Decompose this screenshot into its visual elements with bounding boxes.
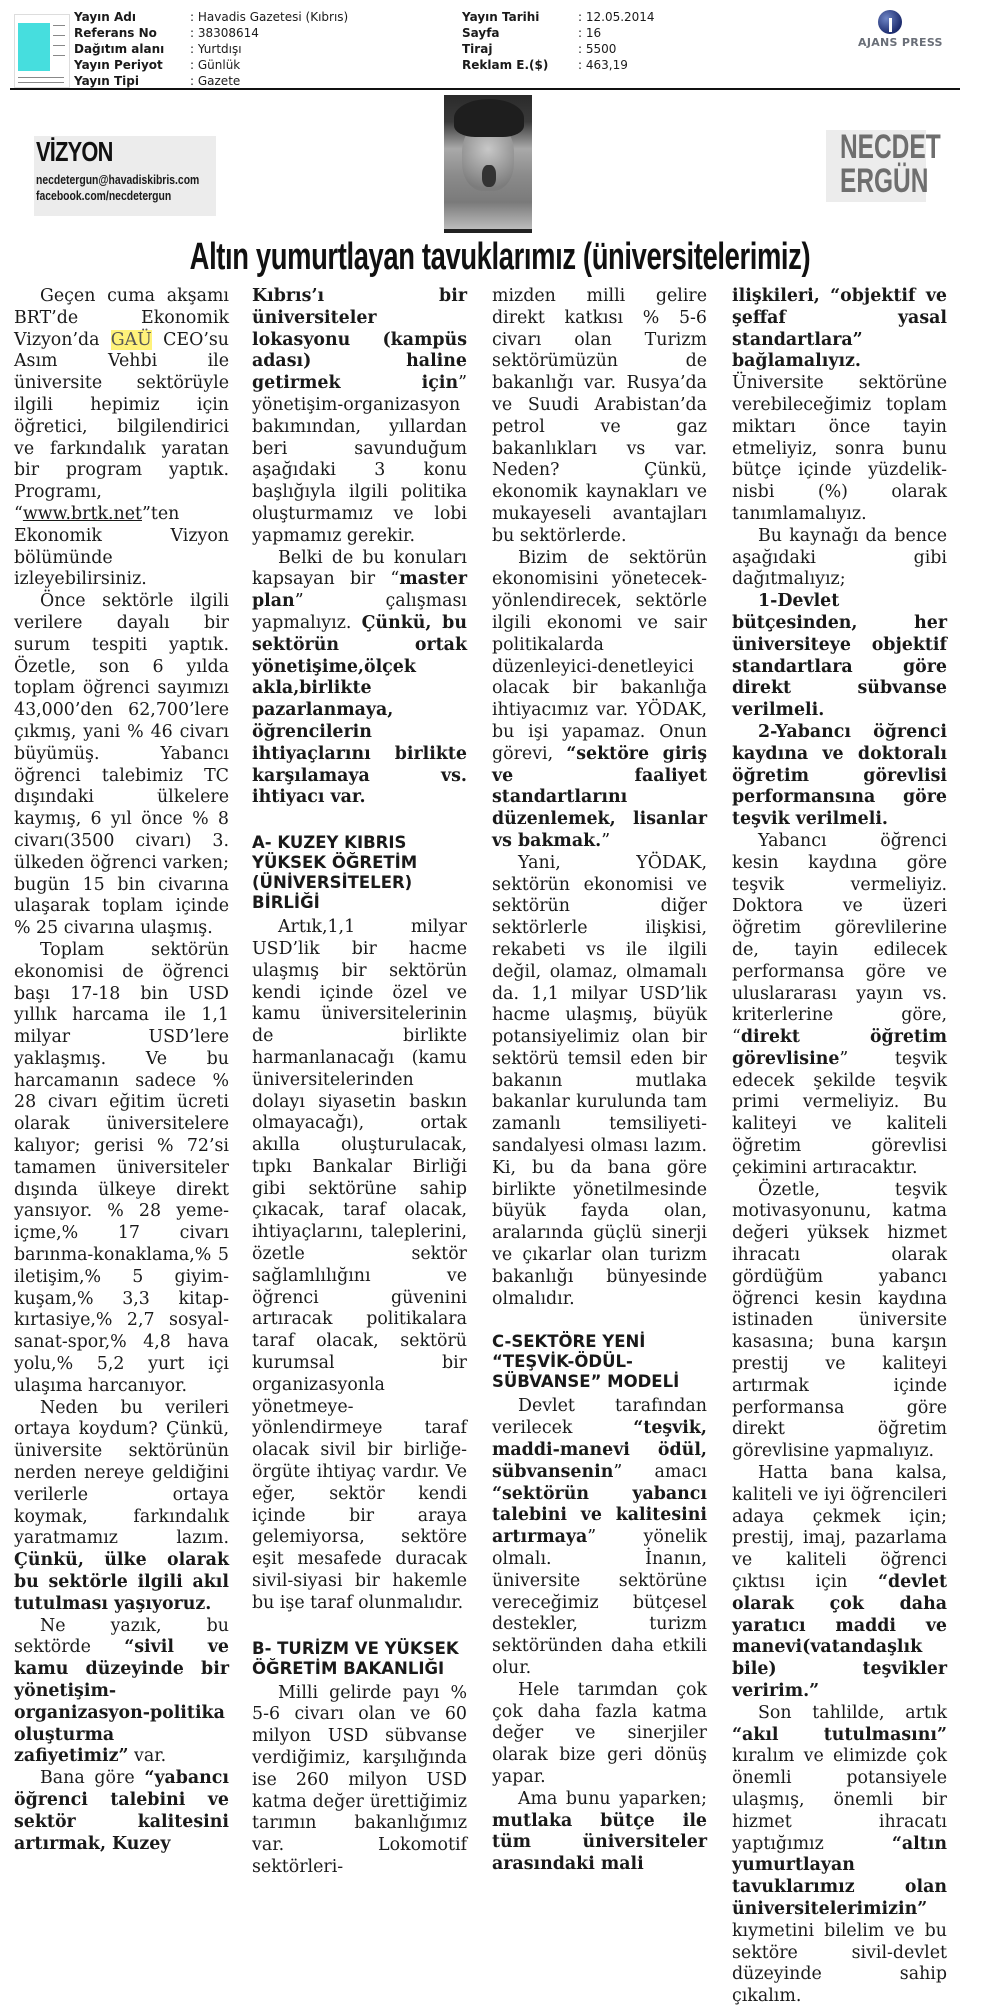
meta-label: Referans No (74, 26, 157, 40)
section-heading-a: A- KUZEY KIBRIS YÜKSEK ÖĞRETİM (ÜNİVERSİTELER) BİRLİĞİ (252, 833, 418, 913)
thumbnail-highlight (18, 23, 50, 71)
ajans-press-logo[interactable] (858, 10, 958, 50)
author-photo (444, 95, 532, 233)
logo-text: AJANS PRESS (858, 36, 943, 49)
bold-text: mutlaka bütçe ile tüm üniversiteler arasındaki mali (492, 1810, 707, 1875)
text: Ama bunu yaparken; (518, 1788, 707, 1809)
paragraph (252, 548, 467, 810)
bold-text: “sektöre giriş ve faaliyet standartlarını düzenlemek, lisanlar vs bakmak. (492, 743, 707, 851)
paragraph: Özetle, teşvik motivasyonunu, katma değeri yüksek hizmet ihracatı olarak gördüğüm yabancı öğrenci kesin kaydına istinaden üniversite kasasına; buna karşın prestij ve kaliteyi artırmak içinde performansa göre direkt öğretim görevlisine yapmalıyız. (732, 1179, 947, 1462)
bold-text: 2-Yabancı öğrenci kaydına ve doktoralı öğretim görevlisi performansına göre teşvik verilmeli. (732, 721, 947, 830)
meta-value: : Günlük (190, 58, 241, 72)
meta-row (462, 57, 655, 73)
bold-text: ilişkileri, “objektif ve şeffaf yasal standartlara” bağlamalıyız. (732, 286, 947, 372)
paragraph (492, 1789, 707, 1876)
meta-row (74, 73, 348, 89)
text: ” yönetişim-organizasyon bakımından, yıllardan beri savunduğum aşağıdaki 3 konu başlığıyla ilgili politika oluşturmamız ve lobi yapmamız gerekir. (252, 373, 467, 546)
bold-text: “akıl tutulmasını” (732, 1724, 947, 1745)
text: var. (128, 1746, 167, 1767)
text: ”ten Ekonomik Vizyon bölümünde izleyebilirsiniz. (14, 503, 229, 590)
bold-text: Kıbrıs’ı bir üniversiteler lokasyonu (kampüs adası) haline getirmek için (252, 286, 467, 394)
meta-label: Yayın Adı (74, 10, 136, 24)
text: Son tahlilde, artık (758, 1702, 947, 1723)
highlighted-term: GAÜ (110, 329, 152, 350)
paragraph (732, 722, 947, 831)
paragraph (252, 286, 467, 548)
page-thumbnail[interactable] (14, 14, 70, 88)
text: ” teşvik edecek şekilde teşvik primi vermeliyiz. Bu kaliteyi ve kaliteli öğretim görevlisi çekimini artıracaktır. (732, 1048, 947, 1178)
bold-text: Çünkü, bu sektörün ortak yönetişime,ölçek akla,birlikte pazarlanmaya, öğrencilerin ihtiyaçlarını birlikte karşılamaya vs. ihtiyacı var. (252, 612, 467, 808)
meta-label: Dağıtım alanı (74, 42, 165, 56)
text: ” çalışması yapmalıyız. (252, 591, 467, 633)
meta-label: Yayın Tarihi (462, 10, 540, 24)
text: Bana göre (40, 1768, 145, 1789)
header-divider (10, 88, 960, 90)
paragraph (14, 1768, 229, 1855)
paragraph (14, 286, 229, 591)
text: Geçen cuma akşamı BRT’de Ekonomik Vizyon’da (14, 286, 229, 350)
meta-value: : Yurtdışı (190, 42, 242, 56)
article-column-1 (14, 286, 229, 1855)
meta-row (74, 25, 348, 41)
column-contacts (36, 172, 199, 204)
clipping-header (0, 0, 1000, 92)
column-title: VİZYON (36, 136, 113, 167)
bold-text: 1-Devlet bütçesinden, her üniversiteye objektif standartlara göre direkt sübvanse verilmeli. (732, 591, 947, 721)
text: kıymetini bilelim ve bu sektöre sivil-devlet düzeyinde sahip çıkalım. (732, 1920, 947, 2007)
paragraph (732, 831, 947, 1180)
section-heading-c: C-SEKTÖRE YENİ “TEŞVİK-ÖDÜL-SÜBVANSE” MODELİ (492, 1332, 680, 1392)
author-name (826, 128, 941, 202)
bold-text: “sivil ve kamu düzeyinde bir yönetişim-organizasyon-politika oluşturma zafiyetimiz” (14, 1637, 229, 1767)
text: Neden bu verileri ortaya koydum? Çünkü, üniversite sektörünün nerden nereye geldiğini verilerle ortaya koymak, farkındalık yaratmamız lazım. (14, 1397, 229, 1549)
paragraph (14, 1616, 229, 1769)
paragraph (732, 1463, 947, 1703)
meta-value: : 12.05.2014 (578, 10, 655, 24)
paragraph (732, 591, 947, 722)
thumbnail-line (18, 82, 64, 83)
article-column-4 (732, 286, 947, 2008)
meta-value: : 463,19 (578, 58, 628, 72)
bold-text: “altın yumurtlayan tavuklarımız olan üniversitelerimizin” (732, 1833, 947, 1919)
author-first-name: NECDET (840, 128, 941, 166)
meta-value: : Havadis Gazetesi (Kıbrıs) (190, 10, 349, 24)
text: ” yönelik olmalı. İnanın, üniversite sektörüne vereceğimiz bütçesel destekler, turizm sektöründen daha etkili olur. (492, 1527, 707, 1679)
text: Üniversite sektörüne verebileceğimiz toplam miktarı önce tayin etmeliyiz, sonra bunu bütçe içinde yüzdelik-nisbi (%) olarak tanımlamalıyız. (732, 373, 947, 524)
article-column-3 (492, 286, 707, 1876)
paragraph (732, 286, 947, 526)
thumbnail-line (53, 45, 65, 46)
paragraph: Toplam sektörün ekonomisi de öğrenci başı 17-18 bin USD yıllık harcama ile 1,1 milyar USD’lere yaklaşmış. Ve bu harcamanın sadece % 28 civarı eğitim ücreti olarak üniversitelere kalıyor; gerisi % 72’si tamamen üniversiteler dışında ülkeye direkt yansıyor. % 28 yeme-içme,% 17 civarı barınma-konaklama,% 5 iletişim,% 5 giyim-kuşam,% 3,3 kitap-kırtasiye,% 2,7 sosyal-sanat-spor,% 4,8 hava yolu,% 5,2 yurt içi ulaşıma harcanıyor. (14, 939, 229, 1396)
paragraph: mizden milli gelire direkt katkısı % 5-6 civarı olan Turizm sektörümüzün de bakanlığı var. Rusya’da ve Suudi Arabistan’da petrol ve gaz bakanlıkları vs var. Neden? Çünkü, ekonomik kaynakları ve mukayeseli avantajları bu sektörlerde. (492, 286, 707, 546)
meta-row (74, 57, 348, 73)
paragraph (732, 1703, 947, 2008)
section-heading-b: B- TURİZM VE YÜKSEK ÖĞRETİM BAKANLIĞI (252, 1638, 459, 1678)
author-email[interactable]: necdetergun@havadiskibris.com (36, 172, 200, 187)
author-hair (454, 99, 524, 137)
article-column-2 (252, 286, 467, 1879)
meta-value: : 5500 (578, 42, 617, 56)
text: ” (601, 830, 611, 851)
publication-meta-left (74, 9, 348, 89)
paragraph: Önce sektörle ilgili verilere dayalı bir surum tespiti yaptık. Özetle, son 6 yılda toplam öğrenci sayımızı 43,000’den 62,700’lere çıkmış, yani % 46 civarı büyümüş. Yabancı öğrenci talebimiz TC dışındaki ülkelere kaymış, 6 yıl önce % 8 civarı(3500 civarı) 3. ülkeden öğrenci varken; bugün 15 bin civarına ulaşarak toplam içinde % 25 civarına ulaşmış. (14, 591, 229, 939)
text: Devlet tarafından verilecek (492, 1396, 707, 1439)
paragraph (14, 1398, 229, 1616)
meta-value: : 38308614 (190, 26, 259, 40)
meta-label: Sayfa (462, 26, 500, 40)
text: Bizim de sektörün ekonomisini yönetecek-yönlendirecek, sektörle ilgili ekonomi ve sair politikalarda düzenleyici-denetleyici olacak bir bakanlığa ihtiyacımız var. YÖDAK, bu işi yapamaz. Onun görevi, (492, 547, 707, 764)
author-beard (482, 165, 496, 187)
bold-text: direkt öğretim görevlisine (732, 1027, 947, 1069)
text: kıralım ve elimizde çok önemli potansiyele ulaşmış, önemli bir hizmet ihracatı yaptığımız (732, 1746, 947, 1854)
meta-row (462, 25, 655, 41)
paragraph: Artık,1,1 milyar USD’lik bir hacme ulaşmış bir sektörün kendi içinde özel ve kamu üniversitelerinin de birlikte harmanlanacağı (kamu üniversitelerinden dolayı siyasetin baskın olmayacağı), ortak akılla oluşturulacak, tıpkı Bankalar Birliği gibi sektörüne sahip çıkacak, taraf olacak, ihtiyaçlarını, taleplerini, özetle sektör sağlamlılığını ve öğrenci güvenini artıracak politikalara taraf olacak, sektörü kurumsal bir organizasyonla yönetmeye-yönlendirmeye taraf olacak sivil bir birliğe-örgüte ihtiyaç vardır. Ve eğer, sektör kendi içinde bir araya gelemiyorsa, sektöre eşit mesafede duracak sivil-siyasi bir hakemle bu işe taraf olunmalıdır. (252, 917, 467, 1613)
meta-value: : Gazete (190, 74, 241, 88)
text: Belki de bu konuları kapsayan bir “ (252, 547, 467, 590)
globe-icon (878, 10, 902, 34)
meta-row (74, 9, 348, 25)
paragraph: Yani, YÖDAK, sektörün ekonomisi ve sektörün diğer sektörlerle ilişkisi, rekabeti vs ile ilgili değil, olamaz, olmamalı da. 1,1 milyar USD’lik hacme ulaşmış, büyük potansiyelimiz olan bir sektörü temsil eden bir bakanın mutlaka bakanlar kurulunda tam zamanlı temsiliyeti-sandalyesi olması lazım. Ki, bu da bana göre birlikte yönetilmesinde büyük fayda olan, aralarında güçlü sinerji ve çıkarlar olan turizm bakanlığı bünyesinde olmalıdır. (492, 852, 707, 1309)
meta-row (462, 41, 655, 57)
bold-text: “devlet olarak çok daha yaratıcı maddi ve manevi(vatandaşlık bile) teşvikler veririm.” (732, 1572, 947, 1701)
text: ” amacı (613, 1461, 707, 1482)
text: Yabancı öğrenci kesin kaydına göre teşvik vermeliyiz. Doktora ve üzeri öğretim görevlilerine de, tayin edilecek performansa göre ve uluslararası yayın vs. kriterlerine göre, “ (732, 830, 947, 1048)
meta-row (462, 9, 655, 25)
meta-label: Yayın Periyot (74, 58, 163, 72)
paragraph: Hele tarımdan çok çok daha fazla katma değer ve sinerjiler olarak bize geri dönüş yapar. (492, 1679, 707, 1787)
author-last-name: ERGÜN (840, 162, 929, 200)
meta-label: Reklam E.($) (462, 58, 549, 72)
bold-text: master plan (252, 569, 467, 612)
article-headline (0, 236, 1000, 279)
paragraph (492, 1396, 707, 1679)
publication-meta-right (462, 9, 655, 73)
bold-text: Çünkü, ülke olarak bu sektörle ilgili akıl tutulması yaşıyoruz. (14, 1550, 229, 1614)
meta-label: Tiraj (462, 42, 493, 56)
bold-text: “yabancı öğrenci talebini ve sektör kalitesini artırmak, Kuzey (14, 1768, 229, 1854)
bold-text: “teşvik, maddi-manevi ödül, sübvansenin (492, 1418, 707, 1482)
paragraph (492, 548, 707, 853)
paragraph: Bu kaynağı da bence aşağıdaki gibi dağıtmalıyız; (732, 525, 947, 590)
brtk-link[interactable]: www.brtk.net (22, 503, 142, 524)
thumbnail-line (53, 55, 65, 56)
author-facebook[interactable]: facebook.com/necdetergun (36, 188, 172, 203)
column-box (34, 136, 216, 216)
meta-value: : 16 (578, 26, 602, 40)
thumbnail-line (18, 77, 64, 78)
thumbnail-line (53, 25, 65, 26)
text: Hatta bana kalsa, kaliteli ve iyi öğrencileri adaya çekmek için; prestij, imaj, pazarlama ve kaliteli öğrenci çıktısı için (732, 1463, 947, 1593)
thumbnail-line (53, 35, 65, 36)
text: CEO’su Asım Vehbi ile üniversite sektörüyle ilgili hepimiz için öğretici, bilgilendirici ve farkındalık yaratan bir program yaptık. Programı, “ (14, 329, 229, 524)
meta-label: Yayın Tipi (74, 74, 139, 88)
meta-row (74, 41, 348, 57)
bold-text: “sektörün yabancı talebini ve kalitesini artırmaya (492, 1483, 707, 1548)
paragraph: Milli gelirde payı % 5-6 civarı olan ve 60 milyon USD sübvanse verdiğimiz, karşılığında ise 260 milyon USD katma değer ürettiğimiz tarımın bakanlığımız var. Lokomotif sektörleri- (252, 1682, 467, 1877)
text: Ne yazık, bu sektörde (14, 1615, 229, 1658)
headline-text: Altın yumurtlayan tavuklarımız (üniversitelerimiz) (189, 236, 811, 278)
